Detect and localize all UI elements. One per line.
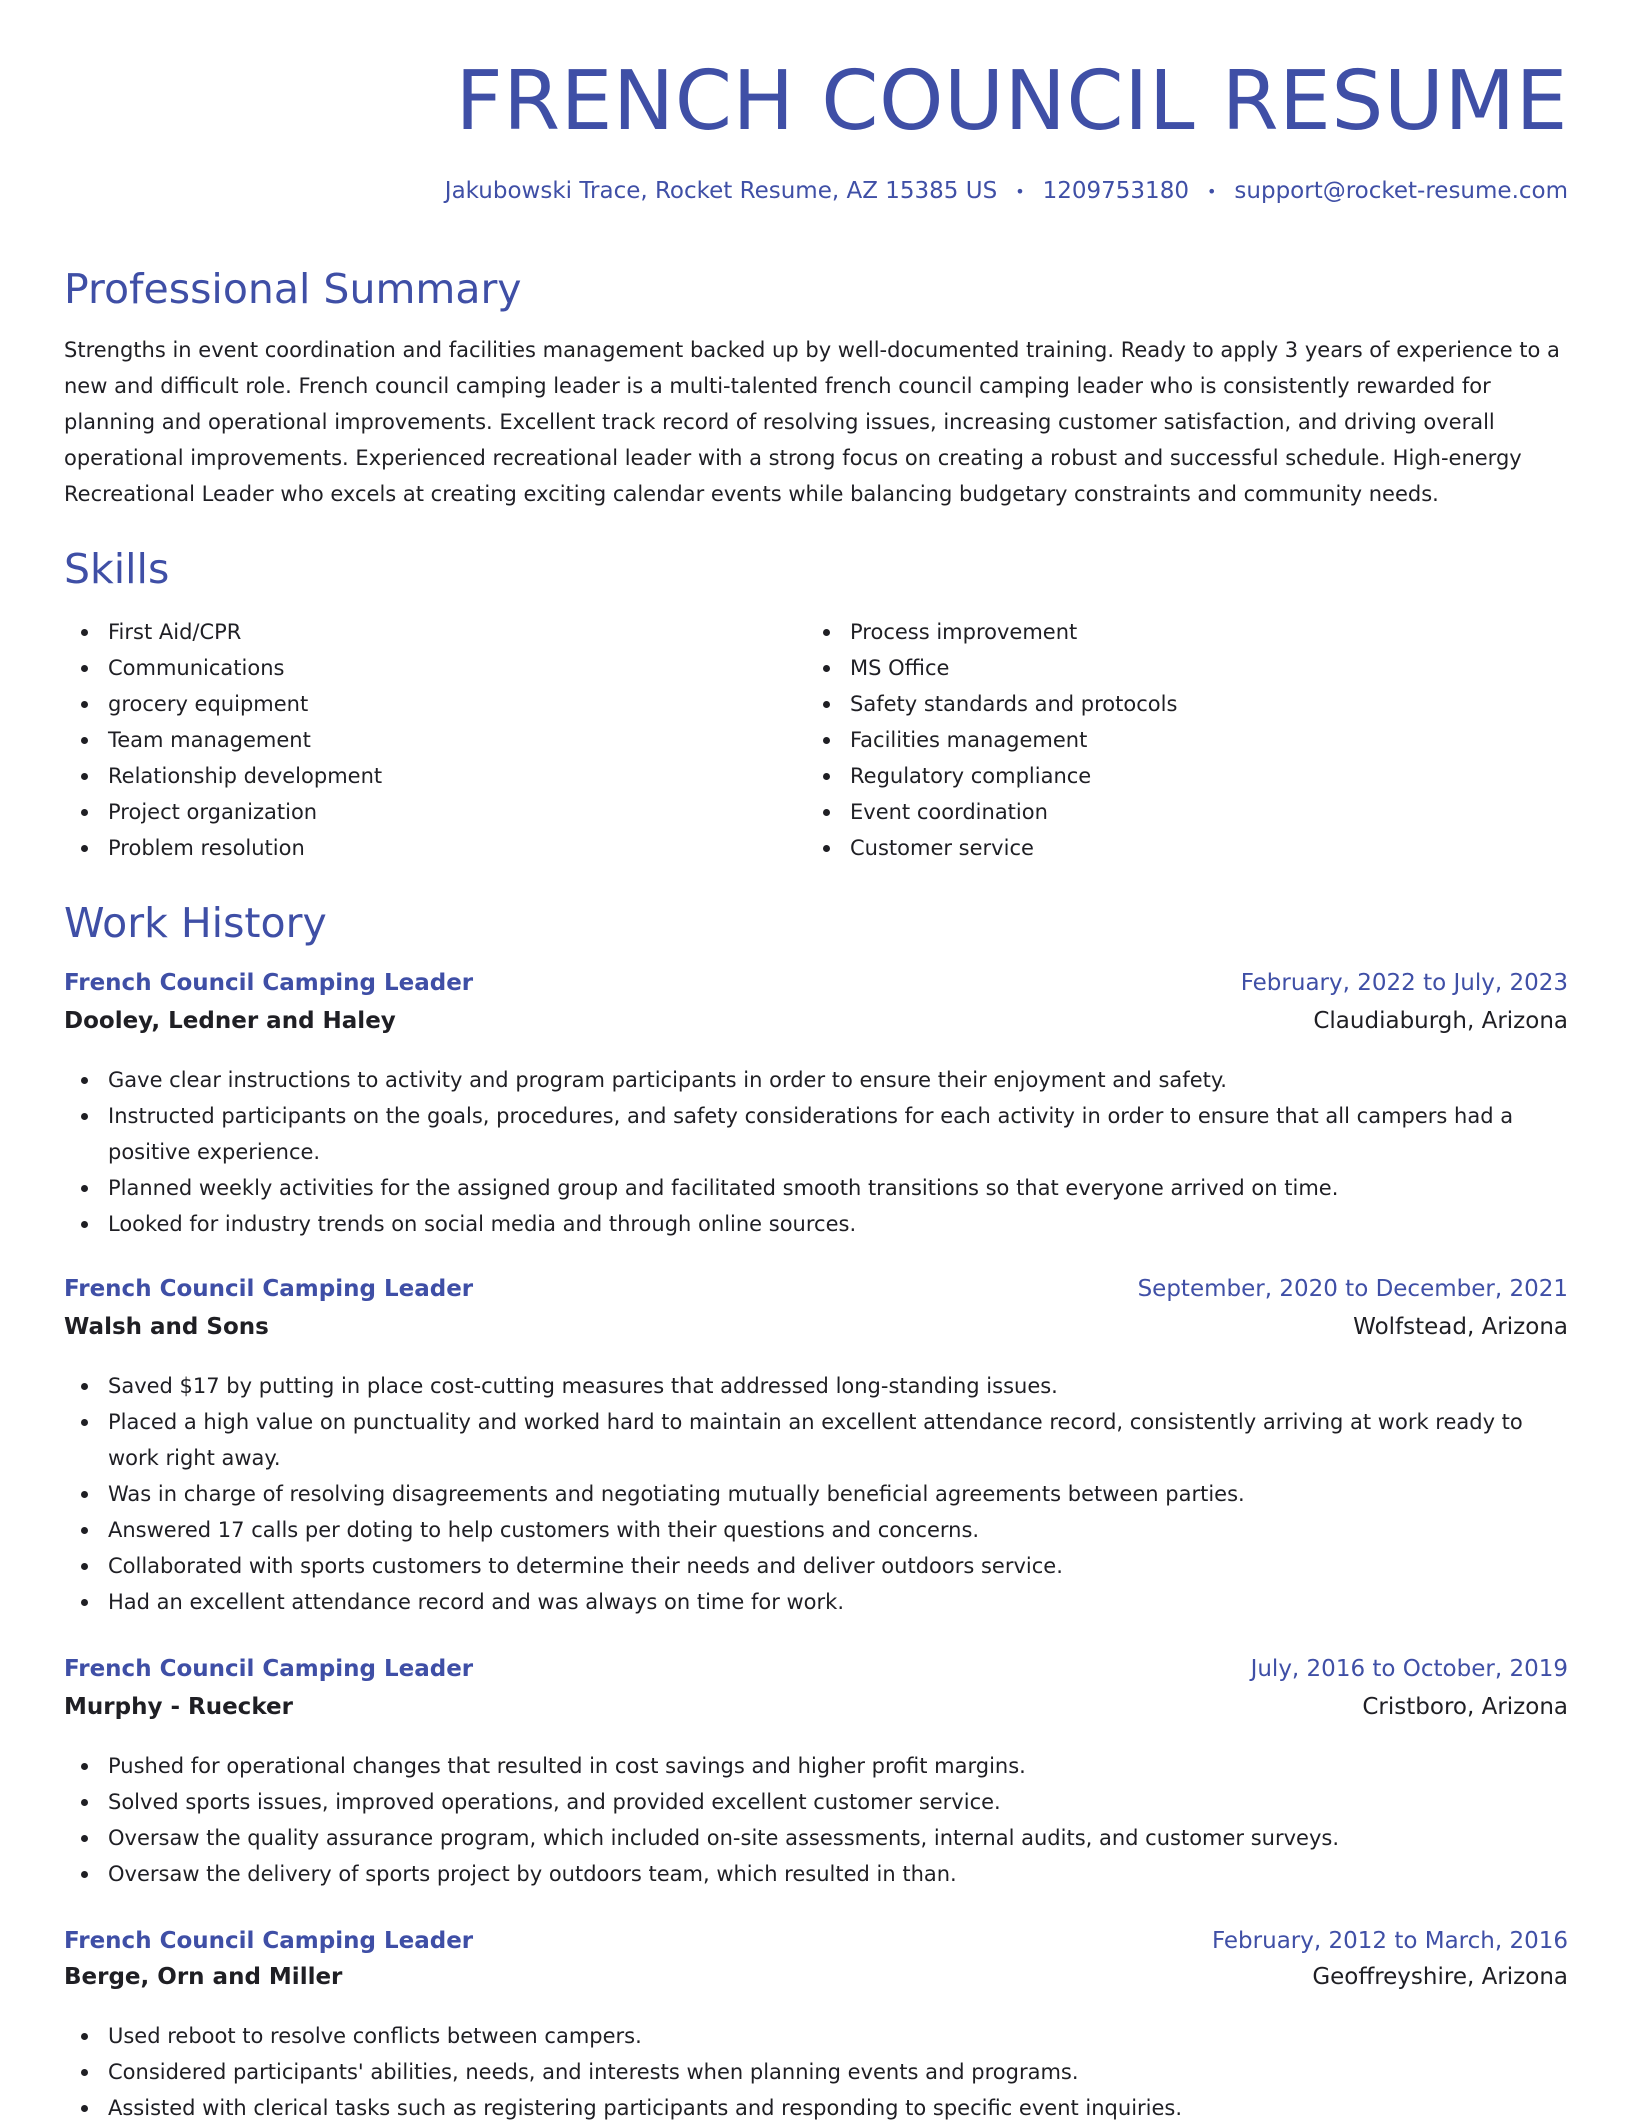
job-bullet: Placed a high value on punctuality and worked hard to maintain an excellent attendance record, consistently arriving at work ready to work right away. xyxy=(64,1404,1568,1476)
contact-email[interactable]: support@rocket-resume.com xyxy=(1234,178,1568,204)
job-subheader xyxy=(64,1694,1568,1720)
job-bullet: Used reboot to resolve conflicts between campers. xyxy=(64,2018,1568,2054)
job-bullet: Was in charge of resolving disagreements and negotiating mutually beneficial agreements between parties. xyxy=(64,1476,1568,1512)
job-location: Claudiaburgh, Arizona xyxy=(1313,1008,1568,1034)
job-company: Dooley, Ledner and Haley xyxy=(64,1008,396,1034)
job-header xyxy=(64,1928,1568,1954)
job-bullet: Planned weekly activities for the assigned group and facilitated smooth transitions so that everyone arrived on time. xyxy=(64,1170,1568,1206)
job-subheader xyxy=(64,1314,1568,1340)
job-bullets xyxy=(64,1748,1568,1892)
job-bullet: Pushed for operational changes that resulted in cost savings and higher profit margins. xyxy=(64,1748,1568,1784)
job-bullet: Instructed participants on the goals, procedures, and safety considerations for each activity in order to ensure that all campers had a positive experience. xyxy=(64,1098,1568,1170)
skill-item: Problem resolution xyxy=(64,830,764,866)
job-dates: February, 2022 to July, 2023 xyxy=(1240,970,1568,996)
contact-address: Jakubowski Trace, Rocket Resume, AZ 15385 US xyxy=(444,178,998,204)
job-bullets xyxy=(64,1062,1568,1242)
resume-title: FRENCH COUNCIL RESUME xyxy=(455,54,1568,149)
job-dates: February, 2012 to March, 2016 xyxy=(1211,1928,1568,1954)
job-bullets xyxy=(64,1368,1568,1620)
job-subheader xyxy=(64,1964,1568,1990)
job-bullet: Saved $17 by putting in place cost-cutting measures that addressed long-standing issues. xyxy=(64,1368,1568,1404)
job-subheader xyxy=(64,1008,1568,1034)
skill-item: Event coordination xyxy=(806,794,1506,830)
summary-text: Strengths in event coordination and facilities management backed up by well-documented training. Ready to apply 3 years of experience to a new and difficult role. French council camping leader is a multi-talented french council camping leader who is consistently rewarded for planning and operational improvements. Excellent track record of resolving issues, increasing customer satisfaction, and driving overall operational improvements. Experienced recreational leader with a strong focus on creating a robust and successful schedule. High-energy Recreational Leader who excels at creating exciting calendar events while balancing budgetary constraints and community needs. xyxy=(64,338,1560,506)
job-header xyxy=(64,1276,1568,1302)
skills-list-right xyxy=(806,614,1506,866)
job-bullets xyxy=(64,2018,1568,2126)
job-bullet: Assisted with clerical tasks such as registering participants and responding to specific event inquiries. xyxy=(64,2090,1568,2126)
summary-heading: Professional Summary xyxy=(64,265,522,313)
contact-separator: • xyxy=(1015,181,1025,201)
job-location: Wolfstead, Arizona xyxy=(1353,1314,1568,1340)
skill-item: Relationship development xyxy=(64,758,764,794)
job-bullet: Collaborated with sports customers to determine their needs and deliver outdoors service. xyxy=(64,1548,1568,1584)
skills-heading: Skills xyxy=(64,545,170,593)
skill-item: First Aid/CPR xyxy=(64,614,764,650)
skill-item: Customer service xyxy=(806,830,1506,866)
job-dates: September, 2020 to December, 2021 xyxy=(1137,1276,1568,1302)
skill-item: Safety standards and protocols xyxy=(806,686,1506,722)
job-title: French Council Camping Leader xyxy=(64,1276,474,1302)
job-header xyxy=(64,970,1568,996)
skill-item: MS Office xyxy=(806,650,1506,686)
job-title: French Council Camping Leader xyxy=(64,970,474,996)
job-bullet: Solved sports issues, improved operations, and provided excellent customer service. xyxy=(64,1784,1568,1820)
skill-item: Process improvement xyxy=(806,614,1506,650)
job-dates: July, 2016 to October, 2019 xyxy=(1250,1656,1568,1682)
job-company: Walsh and Sons xyxy=(64,1314,269,1340)
job-bullet: Oversaw the quality assurance program, which included on-site assessments, internal audits, and customer surveys. xyxy=(64,1820,1568,1856)
job-bullet: Had an excellent attendance record and was always on time for work. xyxy=(64,1584,1568,1620)
contact-line xyxy=(445,178,1568,204)
contact-phone: 1209753180 xyxy=(1042,178,1189,204)
job-title: French Council Camping Leader xyxy=(64,1656,474,1682)
skill-item: grocery equipment xyxy=(64,686,764,722)
job-header xyxy=(64,1656,1568,1682)
contact-separator: • xyxy=(1206,181,1217,201)
job-company: Berge, Orn and Miller xyxy=(64,1964,343,1990)
skill-item: Team management xyxy=(64,722,764,758)
job-bullet: Considered participants' abilities, needs, and interests when planning events and programs. xyxy=(64,2054,1568,2090)
job-bullet: Answered 17 calls per doting to help customers with their questions and concerns. xyxy=(64,1512,1568,1548)
job-bullet: Gave clear instructions to activity and program participants in order to ensure their enjoyment and safety. xyxy=(64,1062,1568,1098)
job-location: Geoffreyshire, Arizona xyxy=(1312,1964,1568,1990)
skill-item: Project organization xyxy=(64,794,764,830)
job-location: Cristboro, Arizona xyxy=(1362,1694,1568,1720)
job-company: Murphy - Ruecker xyxy=(64,1694,293,1720)
job-title: French Council Camping Leader xyxy=(64,1928,474,1954)
skills-list-left xyxy=(64,614,764,866)
job-bullet: Looked for industry trends on social media and through online sources. xyxy=(64,1206,1568,1242)
skill-item: Regulatory compliance xyxy=(806,758,1506,794)
skill-item: Communications xyxy=(64,650,764,686)
skill-item: Facilities management xyxy=(806,722,1506,758)
work-history-heading: Work History xyxy=(64,899,327,947)
job-bullet: Oversaw the delivery of sports project by outdoors team, which resulted in than. xyxy=(64,1856,1568,1892)
